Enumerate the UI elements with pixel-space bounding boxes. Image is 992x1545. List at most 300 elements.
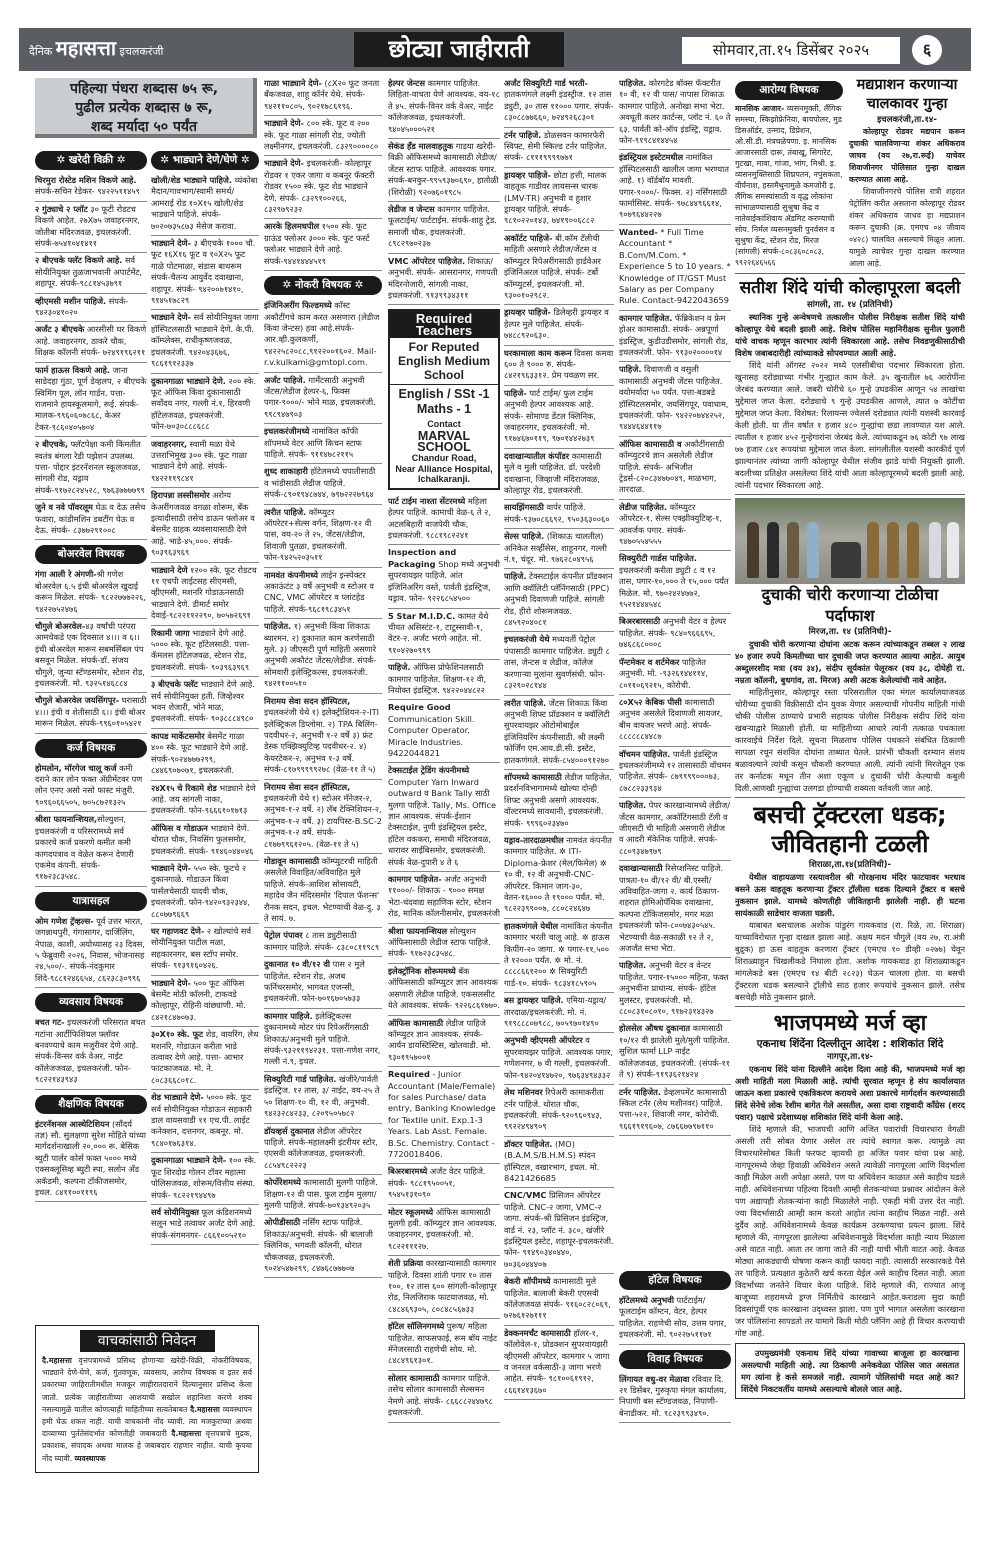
rate-box — [35, 78, 257, 138]
ad-text: पार्वती इंडस्ट्रिज इचलकरंजीमध्ये १२ तासासाठी वॉचमन पाहिजेत. संपर्क- ८७९९९९०००७३, ८७८८२३३९३४ — [619, 748, 731, 793]
classified-ad — [504, 1326, 614, 1400]
ad-title: Require Good — [388, 702, 451, 713]
ad-text: अकौटींगसाठी कॉम्प्युटरचे ज्ञान असलेली लेडीज पाहिजे. संपर्क- अभिजीत ट्रेडर्स-८२०८३४७७०४९, माळभाग, तारदाळ. — [619, 438, 725, 495]
ad-text: श्री गणेश बोअरवेल ६.५ इंची बोअरवेल खुदाई करून मिळेल. संपर्क- ९८२२७७७२२६, ९४२२७५२४७६ — [35, 569, 146, 614]
ad-title: हातकणंगले येथील — [504, 920, 559, 931]
notice-text: व्यवस्थापन हमी घेऊ शकत नाही. याची वाचकांनी नोंद घ्यावी. त्या मजकुराच्या अथवा दाव्याच्या पुर्ततेसंदर्भात कोणतीही जबाबदारी — [42, 1404, 252, 1439]
ad-title: कोर्पोरेशमध्ये — [264, 1177, 301, 1188]
ad-title: दुकानगाळा भाड्याने देणे- — [151, 1155, 227, 1166]
classified-ad — [151, 976, 259, 1028]
health-section — [735, 76, 843, 270]
ad-title: पाहिजेत. — [264, 621, 292, 632]
ad-title: पॅन्टमेकर व शर्टमेकर — [619, 656, 680, 667]
ad-text: गाडया खरेदी-विक्री ऑफिसमध्ये कामासाठी लेडीज/जेंटस स्टाफ पाहिजे. आवश्यक पगार. संपर्क-बनकुर-९९५९३७०६९०, हातोळी (शिरोळी) ९२०७६०१९८५ — [388, 141, 499, 197]
readers-notice — [35, 1325, 259, 1473]
classified-ad — [264, 694, 382, 780]
ad-title: शेड भाड्याने देणे- — [151, 1092, 204, 1103]
ad-text: सर्व सोयीनियुक्त तुळजाभवानी अपार्टमेंट, शहापूर. संपर्क-९८८१४५३७९१ — [35, 255, 143, 289]
ad-text: कॉम्प्युटर ऑपरेटर+सेल्स वर्गन, शिक्षण-१२ वी पास, वय-२० ते २५, जेंटस/लेडीज, शिवाजी पुतळा, इचलकरंजी. फोन-९४२५२०३५११ — [264, 506, 372, 563]
rate-line: शब्द मर्यादा ५० पर्यंत — [90, 119, 198, 135]
classified-ad — [264, 619, 382, 693]
ad-title: आरके हिलमधपील — [264, 221, 320, 232]
ad-title: भाड्याने देणे- — [264, 158, 304, 169]
classified-ad — [619, 150, 731, 224]
news-column — [735, 76, 965, 1496]
ad-title: ऑफिस कामासाठी व — [619, 438, 682, 449]
classified-ad — [264, 76, 382, 116]
ad-text: छोटा हत्ती, मालक वाहतूक गाडीवर लायसन्स धारक (LMV-TR) अनुभवी व हुशार ड्रायव्हर पाहिजे. संपर्क- ९८१०२२०१४३, ७४१९००६८८२ — [504, 169, 607, 226]
ad-title: चौगुले बोअरवेल- — [35, 621, 86, 631]
classified-ad — [151, 236, 259, 310]
teachers-line: For Reputed — [408, 340, 480, 355]
ad-title: भाड्याने देणे- — [151, 862, 191, 873]
ad-title: हॉटेलमध्ये अनुभवी — [619, 1295, 674, 1305]
ad-title: इंडस्ट्रियल इस्टेटमधील — [619, 152, 684, 163]
ad-text: भाड्याने देणे आहे. ५००० स्के. फूट हॉटेलसाठी. पत्ता- कॅमलस हॉटेलजवळ, स्टेशन रोड, इचलकरंजी. संपर्क- ९०३९६३९६९ — [151, 627, 250, 672]
ad-text: २०० स्के. फूट ऑफिस किंवा दुकानासाठी सर्वोदय नगर, गल्ली नं.१, हिरवणी हॉटेलजवळ, इचलकरंजी. फोन-७०३०८८८६८८ — [151, 375, 256, 432]
ad-text: ५००० स्के. फूट सर्व सोयीनियुक्त गोडाऊन सहकारी डाल वायसवाडी ११ एच.पी. लाईट कनेक्शन, दत्तनगर, कबनूर. मो. ९८४०१७६३१४. — [151, 1092, 252, 1148]
ad-title: यड्राव-तारदाळमधील — [504, 834, 564, 845]
classified-ad — [504, 76, 614, 128]
ad-title: लेथ मशिनवर — [504, 1087, 543, 1098]
classified-ad — [264, 928, 382, 957]
ad-title: हॉटेल सॉलिनगमध्ये — [388, 1321, 445, 1332]
dateline: मिरज,ता. १४ (प्रतिनिधी)- — [808, 627, 892, 637]
classified-ad — [35, 1015, 147, 1089]
ad-title: घर गहाणवट देणे- — [151, 925, 205, 936]
classified-ad — [264, 1072, 382, 1124]
ad-title: फार्म हाऊस विकणे आहे. — [35, 364, 111, 375]
ad-text: हातकणंगले लक्ष्मी इंडस्ट्रीज. १२ तास ड्युटी, ३० तास ११००० पगार. संपर्क- ८३०८८७७६६०, ७२४९२६८३०१ — [504, 89, 614, 123]
category-education: शैक्षणिक विषयक — [35, 1095, 147, 1114]
category-jobs: ✲ नोकरी विषयक ✲ — [264, 276, 382, 295]
ad-text: स्वामी मळा येथे उत्तराभिमुख ३०० स्के. फूट गाळा भाड्याने देणे आहे. संपर्क- ९४२२११९८४१ — [151, 438, 247, 483]
ad-title: मोटर स्कूलमध्ये — [388, 1206, 434, 1217]
ad-text: १) अनुभवी किंवा शिकाऊ ब्यारमन. २) दुकानात काम करणेसाठी मुले. ३) जीएसटी पूर्ण माहिती असणारे अनुभवी अकौटंट जेंटस/लेडीज. संपर्क- सोमवारी इलेक्ट्रिकल्स, इचलकरंजी. ९४२११००५१० — [264, 621, 377, 689]
ad-text: रविवार दि. २१ डिसेंबर, गुरुकृपा मंगल कार्यालय, निपाणी बस स्टॅण्डजवळ, निपाणी-बेनाडीकर. मो. ९८२३९९३४९०. — [619, 1373, 727, 1418]
ad-text: रिपेअरी कामाकरीता टर्नर पाहिजे. थोरात चौक, इचलकरंजी. संपर्क-९२०९६०९४३, ९९२२४९४९०९ — [504, 1087, 604, 1132]
ad-title: ओपीडीसाठी — [264, 1217, 301, 1228]
ad-title: CNC/VMC — [504, 1190, 547, 1201]
classified-ad — [504, 1188, 614, 1274]
ad-title: रिकामी जागा — [151, 627, 190, 638]
ad-title: ड्रायव्हर पाहिजे- — [504, 307, 551, 318]
ad-title: सिक्युरिटी गार्ड पाहिजेत. — [264, 1073, 337, 1084]
teachers-heading: Required Teachers — [390, 311, 498, 338]
classified-ad — [151, 924, 259, 976]
classified-ad — [35, 322, 147, 362]
ad-title: इंटरनॅशनल आस्थेटिशियन — [35, 1118, 110, 1129]
ad-title: टर्नर पाहिजे. — [504, 129, 542, 140]
ad-title: दुकानात १० वी/१२ वी — [264, 959, 331, 970]
ad-text: हॉटेलमध्ये चपातीसाठी व भांडीसाठी लेडीज पाहिजे. संपर्क-८९०१९४८७४४, ७९७२२२७९६४ — [264, 466, 376, 500]
classified-ad — [264, 219, 382, 271]
ad-text: (शिकाऊ चालतील) अनिकेत सर्व्हीसेस, शाहूनगर, गल्ली नं.१, चंदूर. मो. ९७६२८०४९५६ — [504, 531, 607, 565]
classified-ad — [388, 254, 500, 306]
ad-title: जुने व नवे पॉवरलूम — [35, 502, 93, 513]
ad-text: अरोग्य केअरींगजवळ वगळा शोरूम, बँक इत्यादीसाठी तसेच डाऊन फ्लोअर व बेसमेंट ग्राहक व्यवसायासाठी देणे आहे. भाडे-४५,०००. संपर्क- ९०३९६३९६९ — [151, 490, 255, 558]
ad-title: गाळा भाड्याने देणे- — [264, 78, 322, 88]
ad-text: अनुभवी वेटर व वेन्टर पाहिजेत. पगार-१५००० महिना, फक्त अनुभवींना प्राधान्य. संपर्क- हॉटेल मुलस्टर, इचलकरंजी. मो. ८८०८३१०८०१०, ९१७२३१४३२७ — [619, 960, 729, 1017]
category-business: व्यवसाय विषयक — [35, 993, 147, 1012]
ad-text: Shop मध्ये अनुभवी सुपरवायझर पाहिजे. आंत इंजिनिअरिंग वस्ते, पार्वती इंडस्ट्रिज, यड्राव. फोन- ९२२६८५४५०० — [388, 558, 500, 604]
classified-ad — [619, 311, 731, 363]
ad-title: सिक्युरीटी गार्डस पाहिजेत. — [619, 553, 697, 564]
ad-text: कॉम्प्युटर ऑपरेटर-१, सेल्स एक्झीक्युटिव्ह-१, आवर्जक पगार. संपर्क- ९४७०५५४५५५ — [619, 501, 722, 547]
classified-ad — [504, 919, 614, 993]
ad-title: डेक्कनमर्चंट कामासाठी — [504, 1327, 571, 1338]
newspaper-brand — [29, 34, 163, 61]
ad-title: लिंगायत वधु-वर मेळावा — [619, 1373, 690, 1384]
ad-text: २ खोल्यांचे सर्व सोयीनियुक्त पाटील मळा, सहकारनगर, बस स्टॉप समोर. संपर्क- ९१३९१६०४२६. — [151, 925, 252, 971]
headline: सतीश शिंदे यांची कोल्हापूरला बदली — [739, 278, 961, 298]
classified-ad — [619, 551, 731, 614]
ad-title: कामगार पाहिजेत. — [619, 312, 673, 323]
headline: बसची ट्रॅक्टरला धडक; — [753, 801, 947, 829]
classified-ad — [264, 298, 382, 372]
ad-text: लेडीज पाहिजेत. प्रदर्शनविभागामध्ये खोल्या दोन्ही शिफ्ट अनुभवी असणे आवश्यक. वॉल्टरमध्ये सावधानी, इचलकरंजी. संपर्क- ९९९६०२३४७० — [504, 771, 612, 828]
ad-text: डिलेव्हरी ड्रायव्हर व हेल्पर मुले पाहिजेत. संपर्क- ७४८८९२०६३०. — [504, 307, 609, 341]
ad-text: खंजीरे/पार्वती इंडस्ट्रिज. १२ तास, ३/ नाईट, वय-२५ ते ५० शिक्षण-१० वी, १२ वी, अनुभवी. ९४२३२८४२३३, ८२०९५०५७८२ — [264, 1073, 380, 1119]
classified-ad — [388, 660, 500, 700]
news-bike-theft — [735, 584, 965, 794]
dateline: इचलकरंजी,ता.१४- — [877, 115, 937, 125]
ad-text: महिला हेल्पर पाहिजे. कामाची वेळ-६ ते २, अटलबिहारी वाजपेयी चौक, इचलकरंजी. ९८८१९८२२४१ — [388, 495, 492, 541]
ad-text: एमिया-यड्राव/तारदाळ/इचलकरंजी. मो. नं. ९१९८८८०७९८८, ७०५९७०१४९० — [504, 995, 607, 1029]
classified-ad — [388, 202, 500, 254]
article-lead: दुचाकी चोरी करणाऱ्या दोघांना अटक करून त्यांच्याकडून तब्बल २ लाख ४० हजार रुपये किमतीच्या चार दुचाकी जप्त करण्यात आल्या आहेत. आयुब अब्दुलरशीद मत्रा (वय ३४), संदीप सूर्यकांत पेलूरकर (वय ३८, दोघेही रा. नम्रता कॉलनी, बुधगांव, ता. मिरज) अशी अटक केलेल्यांची नावे आहेत. — [735, 639, 965, 685]
classified-ad — [264, 1009, 382, 1072]
classified-ad — [35, 761, 147, 813]
classified-ad — [504, 569, 614, 632]
classified-ad — [504, 696, 614, 770]
ad-text: पार्टटाईम/ फूलटाईम कॉम्टन, वेटर, हेल्पर पाहिजेत. राहणेची सोय, उत्तम पगार, इचलकरंजी. मो. ९०२२७५११७१ — [619, 1295, 727, 1340]
ad-text: घेऊ व देऊ तसेच फवारा, कांडीमशिन डबटींग घेऊ व देऊ. संपर्क- ८३७७२९१००८ — [35, 502, 146, 535]
classified-ad — [151, 374, 259, 437]
ad-text: ऑफिस प्रोफेशिनलसाठी कामगार पाहिजेत. शिक्षण-१२ वी, नियोक्त इंडस्ट्रिज. ९४२२०४४८२२ — [388, 662, 486, 695]
classified-ad — [504, 1274, 614, 1326]
ad-text: कारखान्यासाठी कामगार पाहिजे. दिवसा शांती पगार १० तास १००, १२ तास ६०० सांगली-कोल्हापूर रोड, निलजिराक फाटयाजवळ, मो. ८४८४६९३०५, ८०८४८५६७३३ — [388, 1258, 497, 1314]
ad-title: चिरमुरा रोस्टेड मशिन विकणे आहे. — [35, 175, 137, 185]
ad-text: १५०० स्के. फूट ग्राऊंड फ्लोअर ३००० स्के. फूट फर्स्ट फ्लोअर भाड्याने देणे आहे. संपर्क-९४४१४४४५१९ — [264, 221, 370, 266]
column-3 — [264, 76, 382, 1316]
ad-text: सोल्युशन ऑफिसासाठी लेडीज स्टाफ पाहिजे. संपर्क- ९१७२३८३५४८. — [388, 925, 491, 959]
classified-ad — [35, 500, 147, 540]
classified-ad — [264, 1215, 382, 1278]
ad-title: कापड मार्केटसमोर — [151, 730, 205, 741]
classified-ad — [264, 373, 382, 425]
category-health: आरोग्य विषयक — [735, 81, 843, 100]
ad-title: बस ड्रायव्हर पाहिजे. — [504, 995, 564, 1006]
classified-ad — [151, 1027, 259, 1090]
ad-text: (MO) (B.A.M.S/B.H.M.S) स्पंदन हॉस्पिटल, वखारभाग, इचल. मो. 8421426685 — [504, 1138, 600, 1183]
category-hotel: हॉटेल विषयक — [619, 1271, 731, 1290]
ad-text: पार्ट टाईम/ फुल टाईम अनुभवी हेल्पर आवश्यक आहे. संपर्क- सोमाण्ड डेंटल क्लिनिक, जवाहरनगर, इचलकरंजी. मो. ९१७४६७०११९, ९७०१४४२७३९ — [504, 387, 596, 444]
ad-title: पेट्रोल पंपावर — [264, 930, 303, 941]
headline: दुचाकी चोरी करणाऱ्या टोळीचा पर्दाफाश — [761, 585, 939, 625]
ad-text: (सौंदर्य तज्ञ) सौ. सुलक्षणा सुरेश मोहिते यांच्या मार्गदर्शनाखाली २०,००० रू. बेसिक ब्युटी पार्लर कोर्स फक्त ५००० मध्ये एक्सक्लूसिव्ह ब्युटी स्पा, सलोन अँड अकॅडमी, कल्पना टॉकीजसमोर, इचल. ८४११००११९६ — [35, 1118, 146, 1198]
classified-ad — [264, 1175, 382, 1215]
ad-text: ३० फूटी रोडटच विकणे आहेत. २७X७५ जवाहरनगर, जोतीबा मंदिरजवळ, इचलकरंजी. संपर्क-७५४१०४१४११ — [35, 203, 140, 249]
classified-ad — [388, 1256, 500, 1319]
ad-text: ३ बीएचके १००० चौ. फूट १६X१६ फूट व १०X२५ फूट गाळे पोटमाळा, संडास बाथरूम संपर्क-चैतन्य आयुर्वेद दवाखाना, शहापूर. संपर्क- ९४२००७१४१०, ९१४५१७८२९ — [151, 238, 256, 306]
ad-text: इचलकरंजी येथे १) स्टोअर मॅनेजर-२, अनुभव-१-२ वर्षे. २) लॅब टेक्निशियन-२, अनुभव-१-२ वर्षे. ३) टायपिस्ट-B.SC-2 अनुभव-१-२ वर्षे. संपर्क- ८१७७९९६१२०५. (वेळ-११ ते ५) — [264, 792, 382, 849]
article-body: शिंदे यांनी ऑगस्ट २०२२ मध्ये एलसीबीचा पदभार स्विकारला होता. खुनासह दरोड्याच्या गंभीर गुन्ह्यात काम केले. ३५ खुनातील ७६ आरोपींना जेरबंद करण्यात आले. जबरी चोरीचे ६० गुन्हे उघडकीस आणून ५४ लाखांचा मुद्देमाल जप्त केला. दरोड्याचे ९ गुन्हे उघडकीस आणले, त्यात ७ कोटींचा मुद्देमाल जप्त केला. विशेषत: रिलायन्स ज्वेलर्स दरोड्यात त्यांनी यशस्वी कारवाई केली होती. या तीन वर्षात १ हजार ४८० गुन्ह्यांचा छडा लावण्यात यश आले. त्यातील १ हजार ४५२ गुन्हेगारांना जेरबंद केले. त्यांच्याकडून ७६ कोटी ९७ लाख ७७ हजार ८४१ रूपयांचा मुद्देमाल जप्त केला. सांगलीतील यशस्वी कारकीर्द पूर्ण झाल्यानंतर त्यांच्या जागी कोल्हापूर येथील संजीव झाडे यांची नियुक्ती झाली. बदलीच्या प्रतिक्षेत असलेल्या शिंदे यांची आता कोल्हापूरमध्ये बदली झाली आहे. त्यांनी पदभार स्विकारला आहे. — [735, 360, 965, 490]
classified-ad — [504, 449, 614, 501]
classified-ad — [35, 693, 147, 733]
ad-title: नामवंत कंपनीमध्ये — [264, 569, 318, 580]
ad-title: इचलकरंजीमध्ये — [264, 426, 310, 437]
news-bus-accident — [735, 801, 965, 1003]
ad-title: त्वरीत पाहिजे. — [504, 697, 547, 708]
ad-title: शेती प्रक्रिया — [388, 1258, 424, 1269]
ad-text: सोल्युशन, इचलकरंजी व परिसरामध्ये सर्व प्रकारचे कर्ज प्रकरणे कमीत कमी कागदपत्राव व वेळेत करून देणारी एकमेव कंपनी. संपर्क- ९१७२३८३५४८. — [35, 814, 134, 882]
classified-ad — [35, 173, 147, 202]
classified-ad — [388, 872, 500, 924]
article-body: माहितीनुसार, कोल्हापूर रस्ता परिसरातील एका मंगल कार्यालयाजवळ चोरीच्या दुचाकी विक्रीसाठी दोन युवक येणार असल्याची गोपनीय माहिती गांधी चौकी पोलीस ठाण्याचे प्रभारी सहायक पोलीस निरीक्षक संदीप शिंदे यांना खबऱ्याद्वारे मिळाली होती. या माहितीच्या आधारे त्यांनी तत्काळ पथकाला कारवाईचे निर्देश दिले. सूचना मिळताच पोलिस पथकाने संबंधित ठिकाणी सापळा रचून संशयित दोघांना ताब्यात घेतले. प्रारंभी चौकशी दरम्यान संशय बळावल्याने त्यांची कसून चौकशी करण्यात आली. त्यांनी त्यांनी मिरजेतून एक तर कर्नाटक मधून तीन अशा एकूण ४ दुचाकी चोरी केल्याची कबुली दिली.आणखी गुन्ह्यांचा उलगडा होण्याची शक्यता वर्तवली जात आहे. — [735, 687, 965, 793]
classified-ad — [504, 168, 614, 231]
classified-ad — [388, 964, 500, 1016]
ad-title: गोडावून कामासाठी — [264, 855, 320, 866]
classified-ad — [504, 346, 614, 386]
headline: भाजपमध्ये मर्ज व्हा — [773, 1011, 927, 1036]
ad-text: ८०० स्के. फूट व २०० स्के. फूट गाळा सांगली रोड, ज्योती लक्ष्मीनगर, इचलकरंजी. ८३२९००००८० — [264, 118, 379, 152]
category-marriage: विवाह विषयक — [619, 1350, 731, 1369]
classified-ad — [619, 1372, 731, 1424]
article-highlight-box: उपमुख्यमंत्री एकनाथ शिंदे यांच्या गावाच्या बाजूला हा कारखाना असल्याची माहिती आहे. त्या ठिकाणी अनेकवेळा पोलिस जात असतात मग त्यांना हे कसे समजले नाही. त्यामागे पोलिसांची मदत आहे का? शिंदेंचे निकटवर्तीय यामध्ये असल्याचे बोलले जात आहे. — [735, 1343, 965, 1399]
classified-ad — [35, 363, 147, 437]
ad-title: डॉयव्हर्स दुकानात — [264, 1125, 315, 1136]
ad-text: भाड्याने देणे. थोरात चौक, निवसिंग फुलसमोर, इचलकरंजी. संपर्क- ९१४६०४४०४६ — [151, 822, 254, 856]
classified-ad — [619, 655, 731, 695]
notice-title: वाचकांसाठी निवेदन — [80, 1330, 215, 1352]
dateline: शिराळा,ता.१४(प्रतिनिधी)- — [808, 860, 892, 870]
ad-title: इंजिनिअरींग फिल्डमध्ये — [264, 300, 332, 311]
ad-title: हेल्पर जेन्टस — [388, 78, 426, 88]
ad-title: ऑफिस व गोडाऊन — [151, 822, 208, 833]
ad-title: भाड्याने देणे- — [151, 312, 191, 323]
classified-ad — [264, 116, 382, 156]
category-borewell: बोअरवेल विषयक — [35, 545, 147, 564]
ad-title: अर्जंट सिक्युरिटी गार्ड भरती- — [504, 78, 588, 88]
classified-ad — [35, 202, 147, 254]
ad-text: जेंटस शिकाऊ किंवा अनुभवी शिफ्ट प्रॉडक्शन व क्वॉलिटी सुपरवायझर ऑटोमोबाईल इंजिनियरिंग कंपनीसाठी. श्री लक्ष्मी फोर्जिंग एम.आय.डी.सी. इस्टेट, हातकणंगले. संपर्क-८५४०००९१२७० — [504, 697, 610, 765]
ad-text: गार्मेंटसाठी अनुभवी जेंटस/लेडीज हेल्पर-६, फिक्स पगार-९०००/- भोने माळ, इचलकरंजी. ९९८९४७९०३ — [264, 374, 376, 419]
category-loan: कर्ज विषयक — [35, 739, 147, 758]
ad-text: Computer Yarn Inward outward व Bank Tally साठी मुलगा पाहिजे. Tally, Ms. Office ज्ञान आवश्यक. संपर्क-ईशान टेक्सटाईल, नुणी इंडस्ट्रियल इस्टेट, हॉटेल वककरा, समाधी मंदिरजवळ, धारावर साईबिसमोर, इचलकरंजी. संपर्क वेळ-दुपारी ४ ते ६ — [388, 776, 496, 867]
ad-title: इचलकरंजी येथे — [504, 634, 550, 645]
ad-text: कामासाठी मुलगी पाहिजे. शिक्षण-१२ वी पास. फुल टाईम मुलगा/मुलगी पाहिजे. संपर्क-७०१३४९२०३५ — [264, 1177, 378, 1210]
ad-text: सर्व सोयीनियुक्त जागा हॉस्पिटलसाठी भाड्याने देणे. के.पी. कॉम्प्लेक्स, राधीकृष्णजवळ, इचलकरंजी. ९४२०४३६७६, ९८६१९१२३३७ — [151, 312, 259, 369]
ad-text: भाड्याने देणे आहे. जय सांगली नाका, इचलकरंजी. फोन-९६६६१०१७१३ — [151, 782, 256, 816]
ad-title: चौगुले बोअरवेल जयसिंगपूर- — [35, 695, 120, 706]
ad-text: पेपर कारखान्यामध्ये लेडीज/जेंटस कामगार, अकॉटिंगसाठी टॅली व जीएसटी ची माहिती असणारी लेडीज व आदरी मॅकेनिक पाहिजे. संपर्क- ८८०९३४७९७९ — [619, 800, 731, 856]
ad-title: भाड्याने देणे — [151, 564, 188, 575]
ad-title: पाहिजे. — [619, 364, 642, 375]
classified-ad — [388, 545, 500, 608]
classified-ad — [35, 294, 147, 323]
ad-title: ड्रायव्हर पाहिजे- — [504, 169, 551, 180]
ad-text: ४३ वर्षांची परंपरा आमचेकडे एक दिवसात ४।।। व ६।। इंची बोअरवेल मारून सबमर्सिबल पंप बसवून मिळेल. संपर्क-डॉ. संजय चौगुले, जुन्या स्टॅण्डसमोर, स्टेशन रोड, इचलकरंजी. मो. ९३२५१४६८८४ — [35, 621, 145, 689]
ad-text: ८ तास ड्युटीसाठी कामगार पाहिजे. संपर्क- ८३८०८११९८९ — [264, 930, 380, 952]
classified-ad — [504, 632, 614, 695]
ad-text: ५५० स्के. फूटचे २ दुकानगाळे. गोडाऊन किंवा पार्सलचेसाठी यादवी चौक, इचलकरंजी. फोन-९४२०९३२३४४, ८८०७७९६६९ — [151, 862, 250, 919]
ad-text: नामांकित कॉफी शॉपमध्ये वेटर आणि किचन स्टाफ पाहिजे. संपर्क- ९११४७८२११५ — [264, 426, 362, 459]
column-6 — [619, 76, 731, 1466]
classified-ad — [264, 1124, 382, 1176]
ad-title: पाहिजे- — [504, 387, 527, 398]
dateline: नागपूर,ता.१४- — [827, 1052, 873, 1062]
ad-text: फॅब्रिकेशन व फ्रेम होअर कामासाठी. संपर्क- अन्नपूर्णा इंडस्ट्रिज, कुडीउडीसमोर, सांगली रोड, इचलकरंजी. फोन- ९१३०२००००१४ — [619, 312, 728, 357]
dateline: सांगली, ता. १४ (प्रतिनिधी) — [807, 300, 893, 310]
ad-text: लाईन इन्स्पेक्टर अकाऊंटंट ३ वर्षे अनुभवी व स्टोअर व CNC, VMC ऑपरेटर व प्लांटहेड पाहिजे. संपर्क-९६८१९८३४५१ — [264, 569, 374, 614]
ad-title: २ बीएचके फ्लॅट विकणे आहे. — [35, 255, 123, 266]
ad-text: १२०० स्के. फूट रोडटच ११ एचपी लाईटसह सीएमसी, व्हीएमसी, मशनरि गोडाऊनसाठी भाड्याने देणे. डीमार्ट समोर देवाई-९८२२११२२९०, ७०५७२६९१ — [151, 564, 257, 621]
ad-title: इलेक्ट्रॉनिक शोरूममध्ये — [388, 965, 456, 976]
classified-ad — [264, 780, 382, 854]
ad-title: होमलोन, मॉरगेज चालू कर्ज — [35, 762, 117, 773]
ad-title: अनुभवी व्हीएमसी ऑपरेटर — [504, 1035, 583, 1046]
ad-title: डॉक्टर पाहिजेत. — [504, 1138, 553, 1149]
ad-text: इचलकरंजी- कोल्हापूर रोडवर १ एकर जागा व कबनूर फॅक्टरी रोडवर १५०० स्के. फूट शेड भाड्याने देणे. संपर्क- ८३२९१००२६६, ८३२९७९२३२ — [264, 158, 375, 215]
ad-text: कॉस्ट अकौटींगचे काम करत असणारा (लेडीज किंवा जेन्टस) हवा आहे.संपर्क-आर.व्ही.कुलकर्णी, ९४२२५८२०८८,९१२२००१६०२. Mail-r.v.kulkami@gmtopl.com. — [264, 300, 380, 368]
ad-title: लेडीज पाहिजेत. — [619, 501, 668, 512]
classified-ad — [504, 833, 614, 919]
classified-ad — [151, 1090, 259, 1153]
classified-ad — [504, 500, 614, 529]
health-ad-title: मानसिक आजार- — [735, 104, 785, 113]
ad-title: अकॉर्टट पाहिजे- — [504, 232, 553, 243]
teachers-contact-label: Contact — [427, 419, 461, 430]
classified-ad — [388, 1371, 500, 1423]
ad-title: पाहिजे. — [388, 662, 411, 673]
school-address: Near Alliance Hospital, — [395, 463, 493, 474]
classified-ad — [264, 568, 382, 620]
ad-title: टेक्सटाईल ट्रेडिंग कंपनीमध्ये — [388, 765, 470, 776]
classified-ad — [151, 310, 259, 373]
ad-title: शुध्द शाकाहारी — [264, 466, 308, 477]
column-5 — [504, 76, 614, 1466]
ad-title: ऑफिस कामासाठी — [388, 1017, 444, 1028]
classified-ad — [264, 957, 382, 1009]
classified-ad — [504, 1033, 614, 1085]
ad-title: दवाखान्यासाठी — [619, 863, 663, 874]
ad-title: २४X१५ चे रिकामे शेड — [151, 782, 217, 793]
classified-ad — [151, 781, 259, 821]
ad-title: सर्व सोयीनियुक्त — [151, 1206, 199, 1217]
classified-ad — [388, 1016, 500, 1068]
classified-ad — [504, 993, 614, 1033]
ad-text: कमी दराने कार लोन फक्त ॲग्रीमेंटवर पण लोन एनए असो नसो फास्ट मंजुरी. ९०९६०६६५०५, ७०५८७२१३२५ — [35, 762, 143, 807]
ad-text: इचलकरंजी परिसरात बचत गटांना आर्टीफिशियल फ्लॉवर बनवण्याचे काम मजुरीवर देणे आहे. संपर्क-विन्सर वर्क वेअर, नाईट कॉलेजजवळ, इचलकरंजी. फोन- ९८२२१४३९४३ — [35, 1017, 146, 1085]
ad-title: भाड्याने देणे- — [151, 977, 191, 988]
notice-brand: दै.महासत्ता — [171, 1429, 202, 1439]
article-lead: येथील वाहायळणा रस्त्यावरील श्री गोरक्षनाथ मंदिर फाटयावर भरधाव बसने ऊस वाहतूक करणाऱ्या ट्रॅक्टर ट्रॉलीला धडक दिल्याने ट्रॅक्टर व बसचे नुकसान झाले. यामध्ये कोणतीही जीवितहानी झालेली नाही. ही घटना सायंकाळी साडेचार वाजता घडली. — [735, 872, 965, 918]
ad-text: ५०० फूट ऑफिस बेसमेंट मोठी कॉलनी, टाकवडे कोल्हापूर, रोहिनी वांछ्याणी. मो. ८४२१८४७०७३. — [151, 977, 246, 1022]
ad-text: पास २ मुले पाहिजेत. स्टेशन रोड, अजब फर्निचरसमोर, भागवत एजन्सी, इचलकरंजी. फोन-७०१६७०५७३३ — [264, 959, 365, 1004]
ad-title: दवाखान्यातील कंपॉडर — [504, 450, 570, 461]
classified-ad — [619, 614, 731, 654]
ad-title: बिअरबारमध्ये — [388, 1166, 428, 1177]
ad-title: हिरापन्ना लस्सीसमोर — [151, 490, 210, 501]
classified-ad — [619, 747, 731, 799]
ad-text: पूर्व उत्तर भारत, जगन्नाथपुरी, गंगासागर, दार्जिलिंग, नेपाळ, काशी, अयोध्यासह २३ दिवस, ५ फेब्रुवारी २०२६, निवास, भोजनासह २४,५००/-. संपर्क-नंदकुमार शिंदे-९८८१२४६६५४, ८६२३८३०९९६ — [35, 915, 145, 983]
ad-title: पाहिजेत. — [619, 78, 647, 88]
classified-ad — [619, 437, 731, 500]
ad-text: पुरूष/ महिला पाहिजेत. साफसफाई, रूम बॉय नाईट मॅनेजरसाठी राहणेची सोय. मो. ८४८४९६१३०१. — [388, 1321, 498, 1366]
ad-title: सेल्स पाहिजे. — [504, 531, 545, 542]
classified-ad — [388, 1205, 500, 1257]
classified-ad — [504, 1137, 614, 1189]
classified-ad — [151, 1205, 259, 1245]
ad-text: बी.कॉम टॅलीची माहिती असणारे लेडीज/जेंटस व कॉम्प्युटर रिपेअरींगसाठी हार्डवेअर इंजिनिअरल पाहिजे. संपर्क- टर्बो कॉम्प्युटर्स, इचलकरंजी. मो. ९३००१०२९८२. — [504, 232, 601, 300]
classified-ad — [151, 626, 259, 678]
ad-text: ऑफिस कामासाठी मुलगी हवी. कॉम्प्युटर ज्ञान आवश्यक. जवाहरनगर, इचलकरंजी. मो. ९८२२१११२७. — [388, 1206, 497, 1251]
ad-title: अर्जंट पाहिजे. — [264, 374, 306, 385]
classified-ad — [151, 677, 259, 729]
ad-text: बेसमेंट गाळा ४०० स्के. फूट भाड्याने देणे आहे. संपर्क-९०२४७७७२९९, ८४४६९०७०७१, इचलकरंजी. — [151, 730, 249, 776]
ad-text: शिकाऊ/अनुभवी. संपर्क- आसरानगर, गणपती मंदिरनोजारी, सांगली नाका, इचलकरंजी. ९१३९९३४३११ — [388, 255, 498, 300]
ad-text: अर्जंट अनुभवी ११०००/- शिकाऊ - ९००० समक्ष भेटा-चंदवाद्य सहाणिक स्टोर, स्टेशन रोड, मानिक कॉलनीसमोर, इचलकरंजी — [388, 874, 500, 919]
ad-title: होलसेल औषध दुकानात — [619, 1023, 691, 1034]
article-body: याबाबत बसचालक अशोक पांडुरंग गायकवाड (रा. रिळे, ता. शिराळा) याच्याविरोधात गुन्हा दाखल झाला आहे. अक्षय मदन चौगुले (वय २७, रा.अंत्री बुद्रुक) हा ऊस वाहतूक करणारा ट्रॅक्टर (एमएच १० डीव्ही ०२७७) घेवून शिराळ्याहून चिखलीकडे निघाला होता. अशोक गायकवाड हा शिराळ्याकडून मांगलेकडे बस (एमएच १४ बीटी २८२३) घेऊन चालला होता. या बसची ट्रॅक्टरला धडक बसल्याने ट्रॉलीचे साठ हजार रूपयांचे नुकसान झाले. तसेच बसचेही मोठे नुकसान झाले. — [735, 920, 965, 1002]
ad-text: फ्लॅटपेक्षा कमी किंमतीत स्वतंत्र बंगला रेडी पझेशन उपलब्ध. पत्ता- पोद्दार इंटरनॅशनल स्कूलजवळ, सांगली रोड, यड्राव संपर्क-९१७२८२४५२८, ९७६३७७७७९९ — [35, 439, 145, 495]
classified-ad — [619, 362, 731, 436]
teachers-line: School — [423, 368, 464, 383]
classified-ad — [504, 386, 614, 449]
ad-text: पाहिजेत अनुभवी. मो. -९३२६१४४११४, ८०११०६९२१५, कोरोची. — [619, 656, 708, 690]
classified-ad — [35, 812, 147, 886]
ad-title: अर्जंट ३ बीएचके — [35, 324, 85, 335]
classified-ad — [264, 505, 382, 568]
article-lead: स्थानिक गुन्हे अन्वेषणचे तत्कालीन पोलीस निरीक्षक सतीश शिंदे यांची कोल्हापूर येथे बदली झाली आहे. विशेष पोलिस महानिरीक्षक सुनील फुलारी यांचे वाचक म्हणून कारभार त्यांनी स्विकारला आहे. तसेच निवडणुकीसाठीची विशेष जबाबदारीही त्यांच्याकडे सोपवण्यात आली आहे. — [735, 312, 965, 358]
teachers-subject: Maths - 1 — [416, 402, 472, 417]
classified-ad — [619, 500, 731, 552]
classified-ad — [619, 1085, 731, 1137]
classified-ad — [388, 924, 500, 964]
ad-title: शॉपमध्ये कामासाठी — [504, 771, 562, 782]
classified-ad — [504, 529, 614, 569]
classified-ad — [388, 76, 500, 139]
section-title: छोट्या जाहीराती — [354, 32, 564, 67]
classified-ad — [619, 1021, 731, 1084]
ad-title: ८०X५२ केबिक पीसी — [619, 696, 682, 707]
classified-ad — [388, 700, 500, 763]
ad-text: कामगार पाहिजेत. लिहिता-वाचता येणे आवश्यक. वय-१८ ते ४५. संपर्क-विनर वर्क वेअर, नाईट कॉलेजजवळ, इचलकरंजी. ९४०४५०००५२१ — [388, 78, 500, 134]
ad-title: वॉचमन पाहिजेत. — [619, 748, 671, 759]
ad-text: Communication Skill. Computer Operator. Miracle Industries. 9422044821 — [388, 713, 475, 758]
ad-text: कामासाठी १०/१२ वी झालेली मुले/मुली पाहिजेत. सुशिल फार्मा LLP नाईट कॉलेजजवळ, इचलकरंजी. (संपर्क-११ ते ९) संपर्क-९१९३६२१४२४ — [619, 1023, 731, 1080]
classified-ad — [619, 76, 731, 150]
article-body: शिंदे म्हणाले की, भाजपची आणि अजित पवारांची विचारधारा वेगळी असली तरी सोबत येणार असेल तर त्यांचे स्वागत करू. त्यामुळे त्या विचारधारेसोबत किती फरफट व्हायची हा अजित पवार यांचा प्रश्न आहे. नागपूरमध्ये जेव्हा हिवाळी अधिवेशन असते त्यावेळी नागपूरला आणि विदर्भाला काही मिळेल अशी अपेक्षा असते. पण या अधिवेशन काळात असे काहीच घडले नाही. अधिवेशनाच्या पहिल्या दिवशी आम्ही शेतकऱ्यांच्या प्रश्नावर आंदोलन केले पण अद्यापही शेतकऱ्यांना काही मिळालेले नाही. एकही मंत्री उत्तर देत नाही. ज्या विदर्भासाठी आम्ही काम करतो आहोत त्यांना काहीच मिळत नाही. असे दुर्दैव आहे. अधिवेशनामध्ये केवळ कार्यक्रम उरकण्याचा प्रयत्न झाला. शिंदे म्हणाले की, नागपूरला झालेल्या अधिवेशनामुळे विदर्भाला काही न्याय मिळाला असे वाटत नाही. आता तर जागा जाते की नाही याची भीती वाटत आहे. केवळ मोठ्या आकड्याची घोषणा करून काही फायदा नाही. त्यासाठी सरकारकडे पैसे तर पाहिजे. प्रत्यक्षात कुठेतरी खर्च करता येईल असे काहीच दिसत नाही. आता विदर्भाच्या जनतेने विचार केला पाहिजे. शिंदे म्हणाले की, राज्यात आजू बाजूच्या शहरामध्ये ड्रग्ज निर्मितीचे कारखाने आहेत.कराडला सुदा काही दिवसांपूर्वी एक कारखाना उद्ध्वस्त झाला. पण पुणे भागात असलेला कारखाना जर पोलिसांना सापडतो तर यामागे किती मोठी प्लॅनिंग आहे ही विचार करण्याची गोष्ट आहे. — [735, 1124, 965, 1338]
ad-title: सोलार कामासाठी — [388, 1372, 440, 1383]
ad-text: भाड्याने देणे आहे. सर्व सोयीनियुक्त हती. जिव्हेश्वर भवन शेजारी, भोने माळ, इचलकरंजी. संपर्क- ९०३८८८४९८० — [151, 679, 255, 724]
ad-title: सायझिंगसाठी — [504, 502, 544, 513]
ad-title: कामगार पाहिजेत- — [388, 874, 442, 885]
ad-text: अर्जंट वेटर पाहिजे. संपर्क- ९८८१९५००५१, ९५४५१३१०९० — [388, 1166, 486, 1200]
classified-ad — [388, 1067, 500, 1164]
ad-title: २ बीएचके, — [35, 439, 69, 450]
subheadline: एकनाथ शिंदेंना दिल्लीतून आदेश : शशिकांत शिंदे — [756, 1038, 944, 1050]
ad-title: 5 Star M.I.D.C. — [388, 610, 456, 621]
classified-ad — [151, 821, 259, 861]
ad-text: टेक्सटाईल कंपनीत प्रॉडक्शन आणि क्वॉलिटी प्लॅनिंगसाठी (PPC) अनुभवी दिवाणजी पाहिजे. सांगली रोड, हीरो शोरूमजवळ. ८४५९२०४०८१ — [504, 571, 613, 628]
classified-ad — [35, 253, 147, 293]
ad-text: प्रिसिजन ऑपरेटर पाहिजे. CNC-२ जागा, VMC-२ जागा. संपर्क-श्री प्रिसिजन इंडस्ट्रिज, वार्ड नं. २३, प्लॉट नं. ३८०, खंजीरे इंडस्ट्रियल इस्टेट, शहापूर-इचलकरंजी. फोन- ९१४९०३४०४४०, ७०३६०४४४०७ — [504, 1190, 614, 1269]
column-4 — [388, 76, 500, 1466]
classified-ad — [151, 437, 259, 489]
ad-text: जाना साडेदहा गुंठा, पूर्ण डेव्हलप, २ बीएचके स्विमिंग पूल, लॉन गार्डन. पत्ता-राजमाने हायस्कूलमागे, रूई. संपर्क-मालक-९९६०६०७८६८, केअर टेकर-९८६०४०५७०४ — [35, 364, 147, 432]
